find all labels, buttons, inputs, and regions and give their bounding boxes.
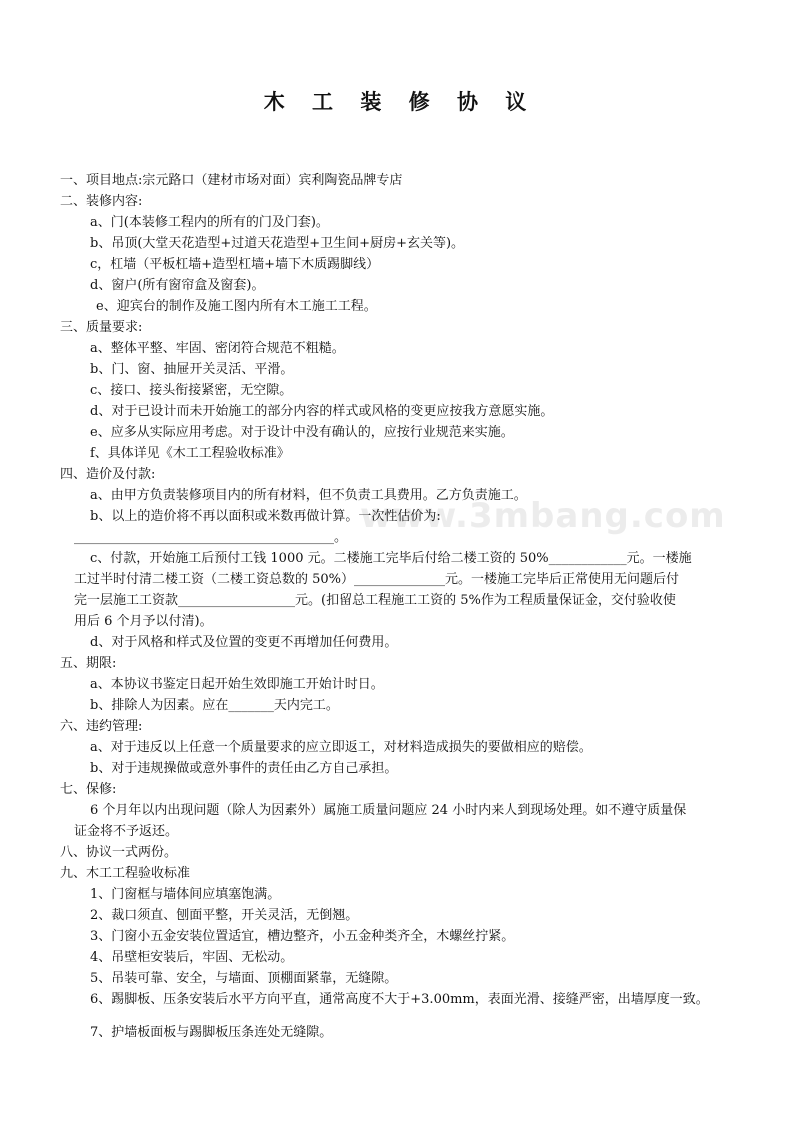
text-line: 4、吊壁柜安装后，牢固、无松动。 [90,950,294,965]
text-line: a、整体平整、牢固、密闭符合规范不粗糙。 [90,341,345,356]
text-line: d、对于已设计而未开始施工的部分内容的样式或风格的变更应按我方意愿实施。 [90,404,554,419]
text-line: d、对于风格和样式及位置的变更不再增加任何费用。 [90,635,398,650]
paragraph-gap [60,1010,760,1022]
text-line: b、门、窗、抽屉开关灵活、平滑。 [90,362,294,377]
text-line: 八、协议一式两份。 [60,845,178,860]
text-line: 三、质量要求: [60,320,143,335]
text-line: a、本协议书鉴定日起开始生效即施工开始计时日。 [90,677,384,692]
watermark-text: www.3mbang.com [360,496,726,536]
text-line: f、具体详见《木工工程验收标准》 [90,446,290,461]
text-line: 1、门窗框与墙体间应填塞饱满。 [90,887,281,902]
text-line: 6、踢脚板、压条安装后水平方向平直，通常高度不大于+3.00mm，表面光滑、接缝严密，出墙厚度一致。 [90,992,709,1007]
text-line: 证金将不予返还。 [74,824,179,839]
text-line: 7、护墙板面板与踢脚板压条连处无缝隙。 [90,1025,333,1040]
text-line: ________________________________________。 [74,530,347,545]
text-line: c、接口、接头衔接紧密，无空隙。 [90,383,293,398]
text-line: 五、期限: [60,656,117,671]
text-line: b、吊顶(大堂天花造型+过道天花造型+卫生间+厨房+玄关等)。 [90,236,465,251]
document-title: 木 工 装 修 协 议 [263,90,537,114]
text-line: 九、木工工程验收标准 [60,866,191,881]
text-line: 用后 6 个月予以付清)。 [74,614,213,629]
text-line: b、对于违规操做或意外事件的责任由乙方自己承担。 [90,761,398,776]
text-line: c、付款，开始施工后预付工钱 1000 元。二楼施工完毕后付给二楼工资的 50%____________元。一楼施 [90,551,692,566]
text-line: d、窗户(所有窗帘盒及窗套)。 [90,278,265,293]
text-line: 工过半时付清二楼工资（二楼工资总数的 50%）______________元。一楼施工完毕后正常使用无问题后付 [74,572,680,587]
text-line: e、迎宾台的制作及施工图内所有木工施工工程。 [96,299,377,314]
text-line: c，杠墙（平板杠墙+造型杠墙+墙下木质踢脚线） [90,257,380,272]
document-body [60,170,760,1043]
text-line: 四、造价及付款: [60,467,156,482]
text-line: a、由甲方负责装修项目内的所有材料，但不负责工具费用。乙方负责施工。 [90,488,527,503]
text-line: 一、项目地点:宗元路口（建材市场对面）宾利陶瓷品牌专店 [60,173,403,188]
text-line: 二、装修内容: [60,194,143,209]
text-line: 七、保修: [60,782,117,797]
text-line: 六、违约管理: [60,719,143,734]
text-line: 完一层施工工资款__________________元。(扣留总工程施工工资的 5%作为工程质量保证金，交付验收使 [74,593,676,608]
text-line: 3、门窗小五金安装位置适宜，槽边整齐，小五金种类齐全，木螺丝拧紧。 [90,929,515,944]
text-line: a、门(本装修工程内的所有的门及门套)。 [90,215,329,230]
text-line: a、对于违反以上任意一个质量要求的应立即返工，对材料造成损失的要做相应的赔偿。 [90,740,592,755]
text-line: 6 个月年以内出现问题（除人为因素外）属施工质量问题应 24 小时内来人到现场处理。如不遵守质量保 [90,803,687,818]
text-line: b、以上的造价将不再以面积或米数再做计算。一次性估价为: [90,509,441,524]
text-line: 5、吊装可靠、安全，与墙面、顶棚面紧靠，无缝隙。 [90,971,398,986]
text-line: e、应多从实际应用考虑。对于设计中没有确认的，应按行业规范来实施。 [90,425,514,440]
text-line: 2、裁口须直、刨面平整，开关灵活，无倒翘。 [90,908,359,923]
text-line: b、排除人为因素。应在_______天内完工。 [90,698,339,713]
